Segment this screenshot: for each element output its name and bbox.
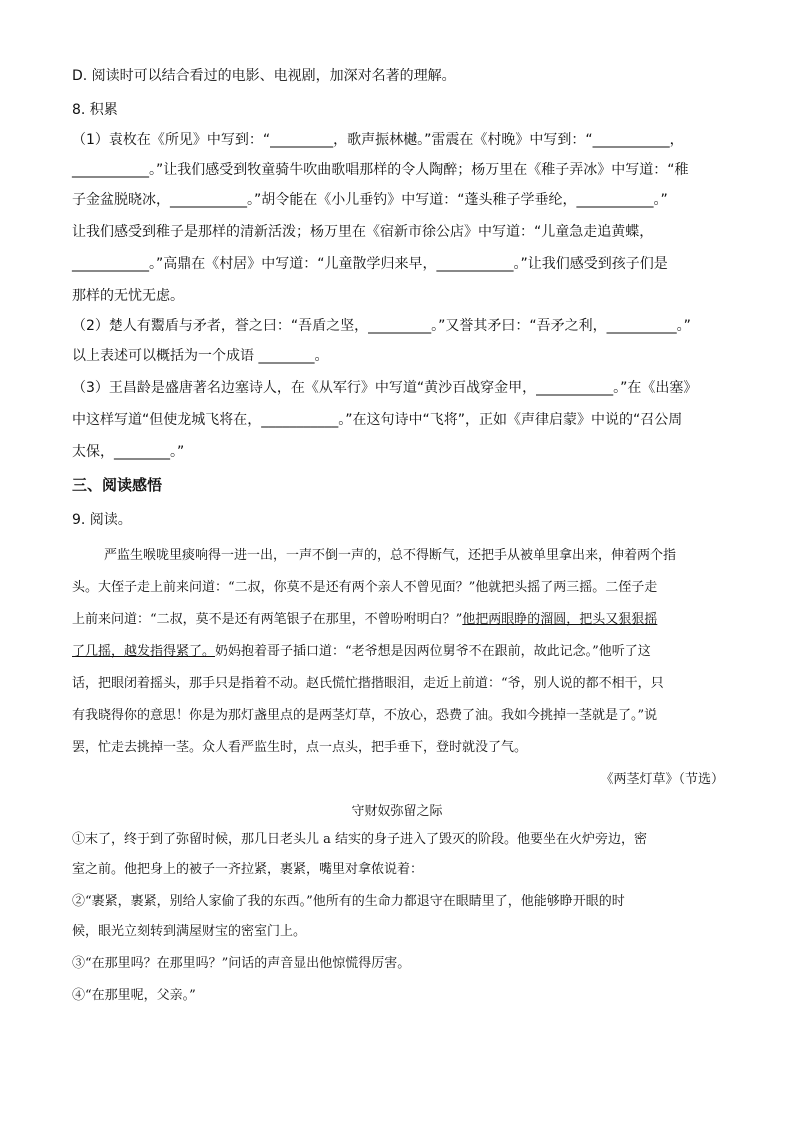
passage-1-line xyxy=(72,610,657,630)
passage-2-line: ②“裹紧，裹紧，别给人家偷了我的东西。”他所有的生命力都退守在眼睛里了，他能够睁开眼的时 xyxy=(72,894,625,909)
passage-1-text: 上前来问道：“二叔，莫不是还有两笔银子在那里，不曾吩咐明白？” xyxy=(72,612,463,627)
question-8-2-line-2: 以上表述可以概括为一个成语 ________。 xyxy=(72,348,329,364)
question-8-3-line-1: （3）王昌龄是盛唐著名边塞诗人，在《从军行》中写道“黄沙百战穿金甲，___________。”在《出塞》 xyxy=(72,380,698,396)
passage-1-line: 话，把眼闭着摇头，那手只是指着不动。赵氏慌忙揩揩眼泪，走近上前道：“爷，别人说的都不相干，只 xyxy=(72,676,664,691)
question-8-1-line-3: 子金盆脱晓冰，___________。”胡令能在《小儿垂钓》中写道：“蓬头稚子学垂纶，___________。” xyxy=(72,192,668,208)
question-8-1-line-4: 让我们感受到稚子是那样的清新活泼；杨万里在《宿新市徐公店》中写道：“儿童急走追黄蝶， xyxy=(72,224,654,240)
question-8-3-line-3: 太保，________。” xyxy=(72,444,185,460)
passage-2-line: ③“在那里吗？在那里吗？”问话的声音显出他惊慌得厉害。 xyxy=(72,956,411,971)
question-8-1-line-2: ___________。”让我们感受到牧童骑牛吹曲歌唱那样的令人陶醉；杨万里在《稚子弄冰》中写道：“稚 xyxy=(72,162,689,178)
passage-2-line: ④“在那里呢，父亲。” xyxy=(72,988,196,1003)
passage-2-line: 候，眼光立刻转到满屋财宝的密室门上。 xyxy=(72,924,307,939)
passage-1-line: 有我晓得你的意思！你是为那灯盏里点的是两茎灯草，不放心，恐费了油。我如今挑掉一茎就是了。”说 xyxy=(72,708,658,723)
passage-2-line: 室之前。他把身上的被子一齐拉紧，裹紧，嘴里对拿侬说着： xyxy=(72,862,424,877)
section-heading: 三、阅读感悟 xyxy=(72,476,163,494)
question-8-1-line-5: ___________。”高鼎在《村居》中写道：“儿童散学归来早，___________。”让我们感受到孩子们是 xyxy=(72,256,668,272)
passage-2-title: 守财奴弥留之际 xyxy=(351,804,443,819)
passage-1-line: 头。大侄子走上前来问道：“二叔，你莫不是还有两个亲人不曾见面？”他就把头摇了两三摇。二侄子走 xyxy=(72,580,658,595)
passage-1-source: 《两茎灯草》（节选） xyxy=(600,772,724,787)
passage-1-line xyxy=(72,642,651,662)
question-8-2-line-1: （2）楚人有鬻盾与矛者，誉之曰：“吾盾之坚，_________。”又誉其矛曰：“吾矛之利，__________。” xyxy=(72,318,691,334)
question-8-title: 8. 积累 xyxy=(72,102,118,118)
question-9-title: 9. 阅读。 xyxy=(72,512,132,528)
passage-2-line: ①末了，终于到了弥留时候，那几日老头儿 a 结实的身子进入了毁灭的阶段。他要坐在火炉旁边，密 xyxy=(72,832,648,847)
option-d: D. 阅读时可以结合看过的电影、电视剧，加深对名著的理解。 xyxy=(72,68,456,84)
underlined-sentence: 了几摇，越发指得紧了。 xyxy=(72,644,216,659)
question-8-1-line-1: （1）袁枚在《所见》中写到：“_________，歌声振林樾。”雷震在《村晚》中写到：“___________， xyxy=(72,132,684,148)
underlined-sentence: 他把两眼睁的溜圆，把头又狠狠摇 xyxy=(462,612,658,627)
passage-1-line: 罢，忙走去挑掉一茎。众人看严监生时，点一点头，把手垂下，登时就没了气。 xyxy=(72,740,528,755)
question-8-1-line-6: 那样的无忧无虑。 xyxy=(72,288,184,304)
passage-1-line: 严监生喉咙里痰响得一进一出，一声不倒一声的，总不得断气，还把手从被单里拿出来，伸着两个指 xyxy=(104,548,677,563)
passage-1-text: 奶妈抱着哥子插口道：“老爷想是因两位舅爷不在跟前，故此记念。”他听了这 xyxy=(215,644,651,659)
question-8-3-line-2: 中这样写道“但使龙城飞将在，___________。”在这句诗中“飞将”，正如《声律启蒙》中说的“召公周 xyxy=(72,412,683,428)
